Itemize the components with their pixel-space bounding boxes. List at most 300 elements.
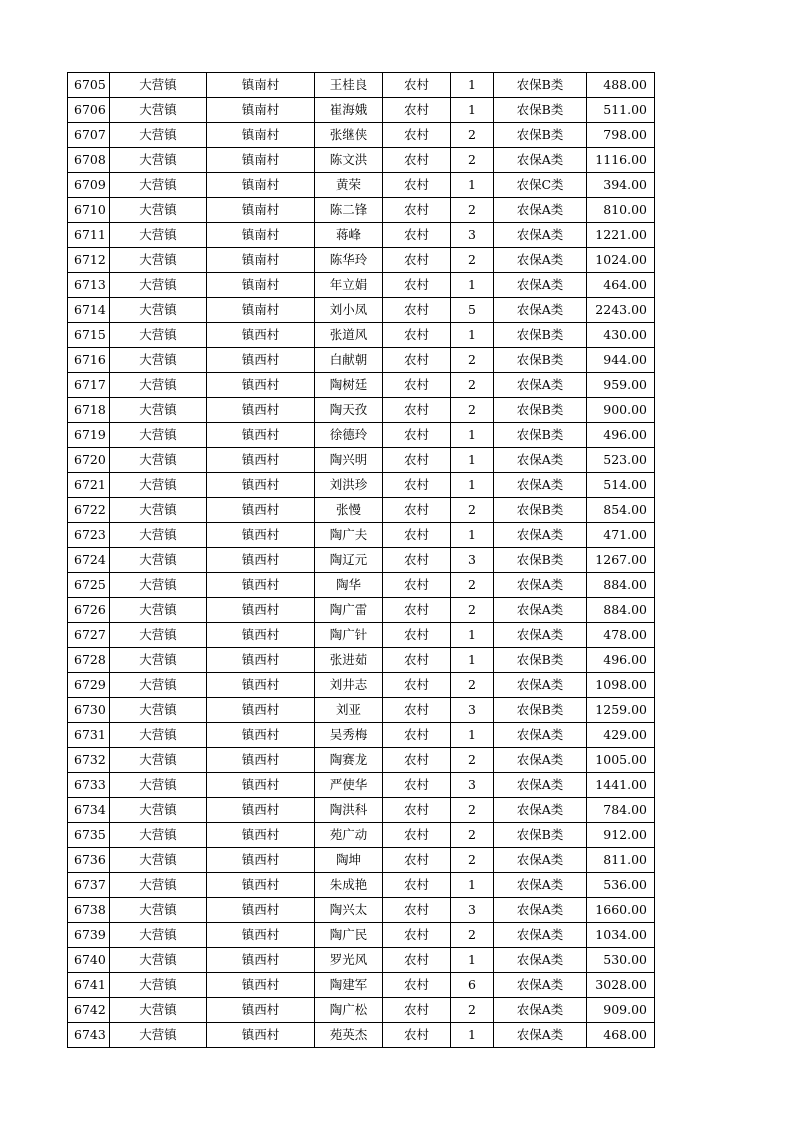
row-id-cell: 6721 (68, 473, 110, 498)
amount-cell: 468.00 (587, 1023, 655, 1048)
table-row (68, 623, 655, 648)
amount-cell: 1034.00 (587, 923, 655, 948)
amount-cell: 1221.00 (587, 223, 655, 248)
town-cell: 大营镇 (110, 698, 207, 723)
area-type-cell: 农村 (383, 823, 451, 848)
village-cell: 镇西村 (207, 848, 315, 873)
category-cell: 农保B类 (494, 398, 587, 423)
row-id-cell: 6737 (68, 873, 110, 898)
category-cell: 农保A类 (494, 273, 587, 298)
name-cell: 陶赛龙 (315, 748, 383, 773)
category-cell: 农保A类 (494, 598, 587, 623)
area-type-cell: 农村 (383, 323, 451, 348)
count-cell: 3 (451, 548, 494, 573)
table-row (68, 773, 655, 798)
category-cell: 农保C类 (494, 173, 587, 198)
row-id-cell: 6730 (68, 698, 110, 723)
amount-cell: 1259.00 (587, 698, 655, 723)
category-cell: 农保A类 (494, 798, 587, 823)
town-cell: 大营镇 (110, 573, 207, 598)
amount-cell: 798.00 (587, 123, 655, 148)
village-cell: 镇南村 (207, 173, 315, 198)
town-cell: 大营镇 (110, 623, 207, 648)
amount-cell: 429.00 (587, 723, 655, 748)
count-cell: 1 (451, 948, 494, 973)
count-cell: 2 (451, 398, 494, 423)
row-id-cell: 6715 (68, 323, 110, 348)
area-type-cell: 农村 (383, 623, 451, 648)
category-cell: 农保A类 (494, 948, 587, 973)
count-cell: 1 (451, 473, 494, 498)
area-type-cell: 农村 (383, 573, 451, 598)
village-cell: 镇西村 (207, 348, 315, 373)
town-cell: 大营镇 (110, 848, 207, 873)
name-cell: 陶广针 (315, 623, 383, 648)
category-cell: 农保B类 (494, 498, 587, 523)
name-cell: 刘井志 (315, 673, 383, 698)
count-cell: 1 (451, 173, 494, 198)
area-type-cell: 农村 (383, 798, 451, 823)
area-type-cell: 农村 (383, 173, 451, 198)
name-cell: 陶广民 (315, 923, 383, 948)
count-cell: 2 (451, 148, 494, 173)
amount-cell: 394.00 (587, 173, 655, 198)
name-cell: 刘亚 (315, 698, 383, 723)
category-cell: 农保A类 (494, 473, 587, 498)
row-id-cell: 6722 (68, 498, 110, 523)
category-cell: 农保A类 (494, 223, 587, 248)
category-cell: 农保B类 (494, 823, 587, 848)
amount-cell: 496.00 (587, 648, 655, 673)
category-cell: 农保A类 (494, 973, 587, 998)
town-cell: 大营镇 (110, 873, 207, 898)
village-cell: 镇南村 (207, 273, 315, 298)
village-cell: 镇西村 (207, 398, 315, 423)
table-row (68, 823, 655, 848)
town-cell: 大营镇 (110, 498, 207, 523)
table-row (68, 598, 655, 623)
amount-cell: 536.00 (587, 873, 655, 898)
count-cell: 1 (451, 323, 494, 348)
category-cell: 农保A类 (494, 998, 587, 1023)
area-type-cell: 农村 (383, 748, 451, 773)
row-id-cell: 6731 (68, 723, 110, 748)
amount-cell: 784.00 (587, 798, 655, 823)
category-cell: 农保B类 (494, 323, 587, 348)
row-id-cell: 6714 (68, 298, 110, 323)
town-cell: 大营镇 (110, 648, 207, 673)
name-cell: 崔海娥 (315, 98, 383, 123)
town-cell: 大营镇 (110, 398, 207, 423)
town-cell: 大营镇 (110, 273, 207, 298)
village-cell: 镇西村 (207, 598, 315, 623)
amount-cell: 944.00 (587, 348, 655, 373)
town-cell: 大营镇 (110, 1023, 207, 1048)
name-cell: 蒋峰 (315, 223, 383, 248)
amount-cell: 909.00 (587, 998, 655, 1023)
table-row (68, 748, 655, 773)
table-row (68, 1023, 655, 1048)
count-cell: 1 (451, 448, 494, 473)
town-cell: 大营镇 (110, 123, 207, 148)
town-cell: 大营镇 (110, 773, 207, 798)
village-cell: 镇西村 (207, 823, 315, 848)
row-id-cell: 6738 (68, 898, 110, 923)
count-cell: 2 (451, 373, 494, 398)
row-id-cell: 6719 (68, 423, 110, 448)
amount-cell: 884.00 (587, 573, 655, 598)
town-cell: 大营镇 (110, 798, 207, 823)
table-row (68, 248, 655, 273)
town-cell: 大营镇 (110, 448, 207, 473)
town-cell: 大营镇 (110, 248, 207, 273)
table-row (68, 298, 655, 323)
name-cell: 陈文洪 (315, 148, 383, 173)
village-cell: 镇西村 (207, 423, 315, 448)
table-row (68, 148, 655, 173)
count-cell: 1 (451, 98, 494, 123)
amount-cell: 811.00 (587, 848, 655, 873)
count-cell: 2 (451, 673, 494, 698)
row-id-cell: 6724 (68, 548, 110, 573)
row-id-cell: 6729 (68, 673, 110, 698)
row-id-cell: 6739 (68, 923, 110, 948)
table-row (68, 173, 655, 198)
name-cell: 陶建军 (315, 973, 383, 998)
category-cell: 农保B类 (494, 73, 587, 98)
village-cell: 镇西村 (207, 623, 315, 648)
name-cell: 陶兴明 (315, 448, 383, 473)
name-cell: 陶广松 (315, 998, 383, 1023)
table-row (68, 348, 655, 373)
village-cell: 镇西村 (207, 748, 315, 773)
count-cell: 2 (451, 848, 494, 873)
table-row (68, 98, 655, 123)
area-type-cell: 农村 (383, 848, 451, 873)
category-cell: 农保B类 (494, 698, 587, 723)
name-cell: 陶天孜 (315, 398, 383, 423)
town-cell: 大营镇 (110, 98, 207, 123)
amount-cell: 959.00 (587, 373, 655, 398)
row-id-cell: 6725 (68, 573, 110, 598)
count-cell: 1 (451, 73, 494, 98)
name-cell: 陶辽元 (315, 548, 383, 573)
amount-cell: 900.00 (587, 398, 655, 423)
table-row (68, 798, 655, 823)
category-cell: 农保B类 (494, 123, 587, 148)
village-cell: 镇南村 (207, 248, 315, 273)
name-cell: 陶兴太 (315, 898, 383, 923)
amount-cell: 3028.00 (587, 973, 655, 998)
area-type-cell: 农村 (383, 598, 451, 623)
category-cell: 农保A类 (494, 298, 587, 323)
name-cell: 陈华玲 (315, 248, 383, 273)
name-cell: 王桂良 (315, 73, 383, 98)
town-cell: 大营镇 (110, 323, 207, 348)
count-cell: 3 (451, 898, 494, 923)
area-type-cell: 农村 (383, 648, 451, 673)
table-body (68, 73, 655, 1048)
area-type-cell: 农村 (383, 473, 451, 498)
village-cell: 镇西村 (207, 448, 315, 473)
area-type-cell: 农村 (383, 698, 451, 723)
area-type-cell: 农村 (383, 348, 451, 373)
table-row (68, 423, 655, 448)
area-type-cell: 农村 (383, 523, 451, 548)
table-row (68, 973, 655, 998)
area-type-cell: 农村 (383, 423, 451, 448)
row-id-cell: 6716 (68, 348, 110, 373)
village-cell: 镇南村 (207, 198, 315, 223)
row-id-cell: 6733 (68, 773, 110, 798)
category-cell: 农保B类 (494, 348, 587, 373)
amount-cell: 1005.00 (587, 748, 655, 773)
amount-cell: 884.00 (587, 598, 655, 623)
village-cell: 镇南村 (207, 298, 315, 323)
data-table (67, 72, 655, 1048)
area-type-cell: 农村 (383, 773, 451, 798)
village-cell: 镇西村 (207, 998, 315, 1023)
village-cell: 镇西村 (207, 473, 315, 498)
area-type-cell: 农村 (383, 98, 451, 123)
area-type-cell: 农村 (383, 123, 451, 148)
category-cell: 农保A类 (494, 573, 587, 598)
row-id-cell: 6734 (68, 798, 110, 823)
name-cell: 张慢 (315, 498, 383, 523)
table-row (68, 923, 655, 948)
town-cell: 大营镇 (110, 898, 207, 923)
amount-cell: 1024.00 (587, 248, 655, 273)
name-cell: 陶华 (315, 573, 383, 598)
count-cell: 2 (451, 498, 494, 523)
row-id-cell: 6741 (68, 973, 110, 998)
count-cell: 2 (451, 198, 494, 223)
area-type-cell: 农村 (383, 148, 451, 173)
village-cell: 镇南村 (207, 123, 315, 148)
row-id-cell: 6705 (68, 73, 110, 98)
category-cell: 农保A类 (494, 523, 587, 548)
count-cell: 3 (451, 773, 494, 798)
name-cell: 陶广雷 (315, 598, 383, 623)
category-cell: 农保A类 (494, 1023, 587, 1048)
count-cell: 1 (451, 273, 494, 298)
count-cell: 2 (451, 573, 494, 598)
row-id-cell: 6743 (68, 1023, 110, 1048)
count-cell: 2 (451, 923, 494, 948)
table-row (68, 848, 655, 873)
name-cell: 白献朝 (315, 348, 383, 373)
village-cell: 镇西村 (207, 573, 315, 598)
village-cell: 镇西村 (207, 673, 315, 698)
table-row (68, 873, 655, 898)
name-cell: 严使华 (315, 773, 383, 798)
village-cell: 镇西村 (207, 973, 315, 998)
name-cell: 苑广动 (315, 823, 383, 848)
village-cell: 镇西村 (207, 698, 315, 723)
village-cell: 镇西村 (207, 948, 315, 973)
town-cell: 大营镇 (110, 523, 207, 548)
count-cell: 1 (451, 523, 494, 548)
table-row (68, 998, 655, 1023)
amount-cell: 488.00 (587, 73, 655, 98)
name-cell: 陶坤 (315, 848, 383, 873)
category-cell: 农保A类 (494, 148, 587, 173)
table-row (68, 498, 655, 523)
table-row (68, 523, 655, 548)
town-cell: 大营镇 (110, 198, 207, 223)
count-cell: 1 (451, 648, 494, 673)
row-id-cell: 6718 (68, 398, 110, 423)
table-row (68, 698, 655, 723)
category-cell: 农保A类 (494, 448, 587, 473)
table-row (68, 573, 655, 598)
category-cell: 农保A类 (494, 773, 587, 798)
village-cell: 镇西村 (207, 873, 315, 898)
area-type-cell: 农村 (383, 498, 451, 523)
amount-cell: 430.00 (587, 323, 655, 348)
name-cell: 张进茹 (315, 648, 383, 673)
row-id-cell: 6712 (68, 248, 110, 273)
table-row (68, 648, 655, 673)
town-cell: 大营镇 (110, 223, 207, 248)
table-row (68, 898, 655, 923)
row-id-cell: 6728 (68, 648, 110, 673)
category-cell: 农保A类 (494, 623, 587, 648)
amount-cell: 511.00 (587, 98, 655, 123)
town-cell: 大营镇 (110, 423, 207, 448)
village-cell: 镇西村 (207, 1023, 315, 1048)
name-cell: 徐德玲 (315, 423, 383, 448)
village-cell: 镇西村 (207, 648, 315, 673)
category-cell: 农保A类 (494, 373, 587, 398)
area-type-cell: 农村 (383, 298, 451, 323)
name-cell: 张道风 (315, 323, 383, 348)
area-type-cell: 农村 (383, 923, 451, 948)
town-cell: 大营镇 (110, 948, 207, 973)
category-cell: 农保A类 (494, 198, 587, 223)
category-cell: 农保A类 (494, 898, 587, 923)
table-row (68, 223, 655, 248)
name-cell: 苑英杰 (315, 1023, 383, 1048)
name-cell: 刘小凤 (315, 298, 383, 323)
name-cell: 刘洪珍 (315, 473, 383, 498)
name-cell: 吴秀梅 (315, 723, 383, 748)
village-cell: 镇西村 (207, 498, 315, 523)
amount-cell: 471.00 (587, 523, 655, 548)
row-id-cell: 6713 (68, 273, 110, 298)
amount-cell: 496.00 (587, 423, 655, 448)
count-cell: 3 (451, 223, 494, 248)
area-type-cell: 农村 (383, 673, 451, 698)
row-id-cell: 6708 (68, 148, 110, 173)
row-id-cell: 6717 (68, 373, 110, 398)
category-cell: 农保A类 (494, 873, 587, 898)
town-cell: 大营镇 (110, 548, 207, 573)
table-row (68, 548, 655, 573)
amount-cell: 1441.00 (587, 773, 655, 798)
name-cell: 罗光风 (315, 948, 383, 973)
town-cell: 大营镇 (110, 298, 207, 323)
town-cell: 大营镇 (110, 598, 207, 623)
town-cell: 大营镇 (110, 923, 207, 948)
row-id-cell: 6742 (68, 998, 110, 1023)
town-cell: 大营镇 (110, 348, 207, 373)
area-type-cell: 农村 (383, 198, 451, 223)
village-cell: 镇南村 (207, 148, 315, 173)
count-cell: 2 (451, 248, 494, 273)
area-type-cell: 农村 (383, 973, 451, 998)
amount-cell: 1116.00 (587, 148, 655, 173)
category-cell: 农保B类 (494, 548, 587, 573)
category-cell: 农保A类 (494, 748, 587, 773)
name-cell: 张继侠 (315, 123, 383, 148)
village-cell: 镇南村 (207, 73, 315, 98)
village-cell: 镇西村 (207, 323, 315, 348)
table-row (68, 373, 655, 398)
town-cell: 大营镇 (110, 823, 207, 848)
category-cell: 农保B类 (494, 423, 587, 448)
row-id-cell: 6710 (68, 198, 110, 223)
category-cell: 农保A类 (494, 673, 587, 698)
amount-cell: 530.00 (587, 948, 655, 973)
village-cell: 镇西村 (207, 548, 315, 573)
table-row (68, 123, 655, 148)
village-cell: 镇西村 (207, 898, 315, 923)
area-type-cell: 农村 (383, 948, 451, 973)
area-type-cell: 农村 (383, 998, 451, 1023)
count-cell: 2 (451, 598, 494, 623)
count-cell: 2 (451, 798, 494, 823)
area-type-cell: 农村 (383, 223, 451, 248)
area-type-cell: 农村 (383, 1023, 451, 1048)
count-cell: 5 (451, 298, 494, 323)
count-cell: 2 (451, 998, 494, 1023)
table-row (68, 73, 655, 98)
category-cell: 农保A类 (494, 848, 587, 873)
town-cell: 大营镇 (110, 723, 207, 748)
count-cell: 1 (451, 1023, 494, 1048)
village-cell: 镇西村 (207, 723, 315, 748)
row-id-cell: 6711 (68, 223, 110, 248)
row-id-cell: 6720 (68, 448, 110, 473)
village-cell: 镇西村 (207, 923, 315, 948)
amount-cell: 912.00 (587, 823, 655, 848)
table-row (68, 948, 655, 973)
name-cell: 陶广夫 (315, 523, 383, 548)
village-cell: 镇南村 (207, 223, 315, 248)
table-row (68, 723, 655, 748)
row-id-cell: 6726 (68, 598, 110, 623)
row-id-cell: 6727 (68, 623, 110, 648)
row-id-cell: 6736 (68, 848, 110, 873)
village-cell: 镇西村 (207, 798, 315, 823)
amount-cell: 1267.00 (587, 548, 655, 573)
village-cell: 镇西村 (207, 773, 315, 798)
name-cell: 年立娟 (315, 273, 383, 298)
name-cell: 陶洪科 (315, 798, 383, 823)
town-cell: 大营镇 (110, 973, 207, 998)
row-id-cell: 6706 (68, 98, 110, 123)
category-cell: 农保A类 (494, 923, 587, 948)
amount-cell: 523.00 (587, 448, 655, 473)
table-row (68, 323, 655, 348)
count-cell: 2 (451, 348, 494, 373)
table-row (68, 198, 655, 223)
count-cell: 3 (451, 698, 494, 723)
town-cell: 大营镇 (110, 748, 207, 773)
category-cell: 农保A类 (494, 723, 587, 748)
amount-cell: 810.00 (587, 198, 655, 223)
